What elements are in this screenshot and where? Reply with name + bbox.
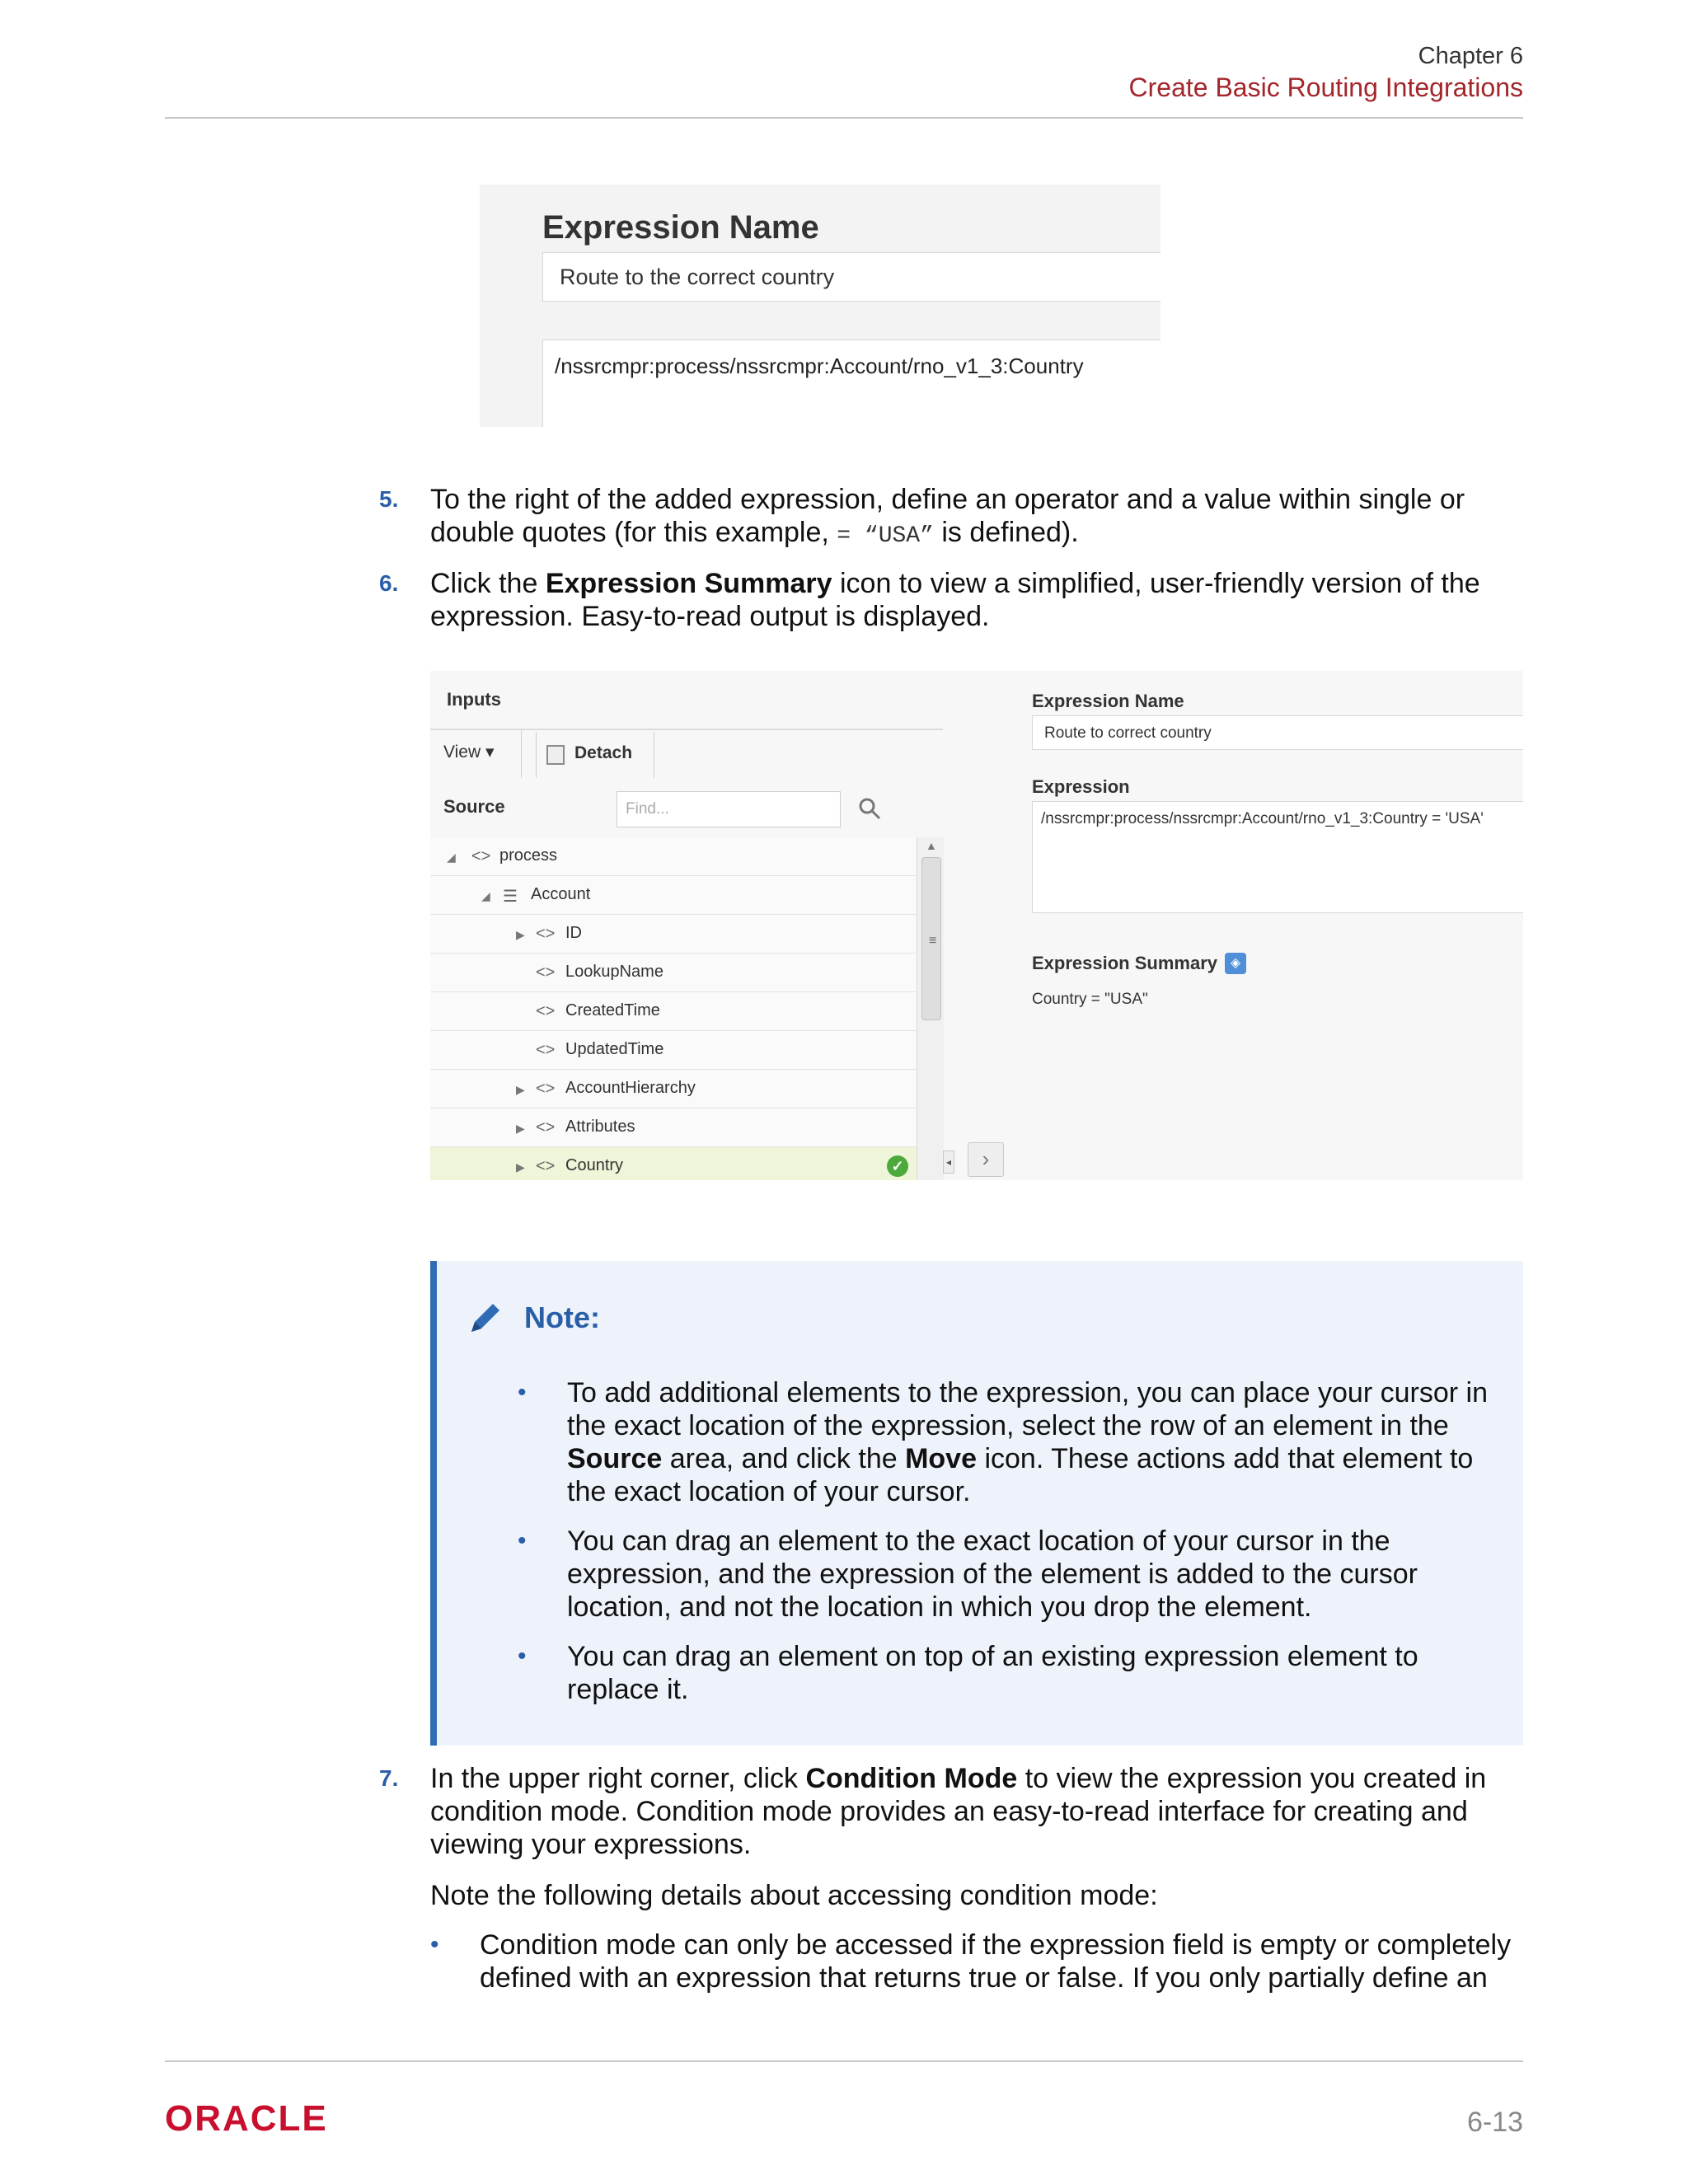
step-text-part: to view the expression you created in condition mode. Condition mode provides an easy-to-read interface for creating and viewing your expressions. <box>430 1763 1487 1860</box>
note-bullet-text: You can drag an element on top of an existing expression element to replace it. <box>567 1641 1418 1705</box>
tree-row-label: Country <box>565 1156 624 1174</box>
collapse-icon[interactable]: ◢ <box>481 889 490 902</box>
header-rule <box>165 117 1523 119</box>
tree-row[interactable] <box>430 876 917 915</box>
header-chapter: Chapter 6 <box>1418 43 1523 69</box>
bullet-icon: • <box>430 1931 439 1958</box>
step-text-part: To the right of the added expression, define an operator and a value within single or double quotes (for this example, <box>430 484 1465 548</box>
checkmark-icon: ✓ <box>887 1155 908 1177</box>
expression-name-value: Route to the correct country <box>560 265 835 289</box>
code-value: = “USA” <box>837 523 934 549</box>
expand-icon[interactable]: ▶ <box>516 1083 525 1096</box>
tree-scrollbar[interactable] <box>917 837 944 1180</box>
step-text-part: Click the <box>430 568 546 599</box>
detach-button[interactable] <box>536 732 654 778</box>
note-title: Note: <box>524 1301 600 1334</box>
element-icon: <> <box>536 1041 556 1059</box>
note-bullet-text <box>567 1376 1507 1508</box>
step-text <box>430 483 1518 553</box>
tree-row[interactable] <box>430 1070 917 1108</box>
expression-summary-icon[interactable]: ◈ <box>1225 953 1246 974</box>
scroll-up-icon[interactable]: ▲ <box>926 839 937 852</box>
toolbar-divider <box>521 730 522 778</box>
view-menu[interactable]: View ▾ <box>443 743 495 762</box>
chevron-right-icon: › <box>982 1146 990 1171</box>
search-icon[interactable] <box>857 796 882 821</box>
tree-row-label: ID <box>565 924 582 942</box>
inputs-divider <box>430 729 943 730</box>
step-number: 5. <box>379 486 399 512</box>
find-placeholder: Find... <box>626 800 669 818</box>
expression-value: /nssrcmpr:process/nssrcmpr:Account/rno_v1_3:Country <box>555 354 1084 378</box>
expand-icon[interactable]: ▶ <box>516 1122 525 1135</box>
tree-row[interactable] <box>430 954 917 992</box>
tree-row-selected[interactable] <box>430 1147 917 1180</box>
find-input[interactable] <box>617 791 841 827</box>
expression-summary-label: Expression Summary <box>1032 953 1217 973</box>
element-icon: <> <box>536 1157 556 1175</box>
expression-name-label: Expression Name <box>542 209 819 246</box>
tree-row[interactable] <box>430 837 917 876</box>
source-tree <box>430 837 917 1180</box>
element-icon: <> <box>536 1080 556 1098</box>
expression-name-label: Expression Name <box>1032 691 1184 711</box>
element-icon: <> <box>536 1118 556 1137</box>
bold-term: Expression Summary <box>545 568 832 599</box>
note-bullet-text: You can drag an element to the exact location of your cursor in the expression, and the expression of the element is added to the cursor location, and not the location in which you drop the element. <box>567 1526 1418 1623</box>
collection-icon: ☰ <box>503 888 518 906</box>
tree-row-label: UpdatedTime <box>565 1040 664 1058</box>
note-box <box>430 1261 1523 1746</box>
detach-icon <box>546 745 565 765</box>
tree-row-label: Account <box>531 885 591 903</box>
move-button[interactable] <box>968 1142 1004 1177</box>
collapse-icon[interactable]: ◢ <box>447 851 456 864</box>
expression-label: Expression <box>1032 776 1130 797</box>
source-label: Source <box>443 796 505 817</box>
step-text-part: In the upper right corner, click <box>430 1763 806 1794</box>
tree-row[interactable] <box>430 1031 917 1070</box>
expression-name-screenshot <box>480 185 1160 427</box>
tree-row[interactable] <box>430 915 917 954</box>
note-text-part: area, and click the <box>662 1443 906 1474</box>
tree-row-label: AccountHierarchy <box>565 1079 696 1097</box>
step-number: 7. <box>379 1765 399 1791</box>
header-title: Create Basic Routing Integrations <box>1128 73 1523 102</box>
element-icon: <> <box>536 1002 556 1020</box>
page-number: 6-13 <box>1466 2107 1523 2138</box>
bullet-icon: • <box>518 1379 527 1406</box>
bold-term: Move <box>905 1443 978 1474</box>
expression-field[interactable] <box>542 340 1160 427</box>
expand-icon[interactable]: ▶ <box>516 1160 525 1174</box>
tree-row[interactable] <box>430 992 917 1031</box>
tree-row-label: LookupName <box>565 963 663 981</box>
bullet-icon: • <box>518 1527 527 1554</box>
expression-name-field[interactable] <box>542 252 1160 302</box>
bold-term: Condition Mode <box>805 1763 1018 1794</box>
bold-term: Source <box>567 1443 663 1474</box>
pencil-icon <box>467 1299 504 1337</box>
step-text-part: is defined). <box>933 517 1079 548</box>
tree-row[interactable] <box>430 1108 917 1147</box>
bullet-text: Condition mode can only be accessed if the expression field is empty or completely defined with an expression that returns true or false. If you only partially define an <box>480 1929 1512 1994</box>
element-icon: <> <box>536 963 556 982</box>
step-text-part: icon to view a simplified, user-friendly version of the expression. Easy-to-read output is displayed. <box>430 568 1480 632</box>
step-text <box>430 567 1518 633</box>
element-icon: <> <box>536 925 556 943</box>
note-text-part: icon. These actions add that element to the exact location of your cursor. <box>567 1443 1474 1507</box>
collapse-panel-button[interactable]: ◂ <box>943 1151 954 1174</box>
inputs-label: Inputs <box>447 689 501 710</box>
footer-rule <box>165 2060 1523 2062</box>
condition-mode-intro: Note the following details about accessing condition mode: <box>430 1880 1158 1911</box>
tree-row-label: Attributes <box>565 1118 635 1136</box>
expression-builder-screenshot <box>430 671 1523 1180</box>
tree-row-label: process <box>499 846 558 865</box>
expression-name-field[interactable] <box>1032 715 1523 750</box>
expression-summary-value: Country = "USA" <box>1032 991 1148 1008</box>
detach-label: Detach <box>574 743 633 762</box>
step-number: 6. <box>379 570 399 596</box>
bullet-icon: • <box>518 1643 527 1670</box>
expression-name-value: Route to correct country <box>1044 724 1212 742</box>
step-text <box>430 1762 1518 1861</box>
grip-icon: ≡ <box>929 934 937 948</box>
expand-icon[interactable]: ▶ <box>516 928 525 941</box>
tree-row-label: CreatedTime <box>565 1001 660 1019</box>
scrollbar-thumb[interactable] <box>921 857 941 1020</box>
expression-field[interactable] <box>1032 801 1523 913</box>
oracle-logo: ORACLE <box>165 2098 328 2139</box>
expression-value: /nssrcmpr:process/nssrcmpr:Account/rno_v1_3:Country = 'USA' <box>1041 810 1484 827</box>
element-icon: <> <box>471 847 491 865</box>
note-text-part: To add additional elements to the expression, you can place your cursor in the exact location of the expression, select the row of an element in the <box>567 1377 1488 1441</box>
